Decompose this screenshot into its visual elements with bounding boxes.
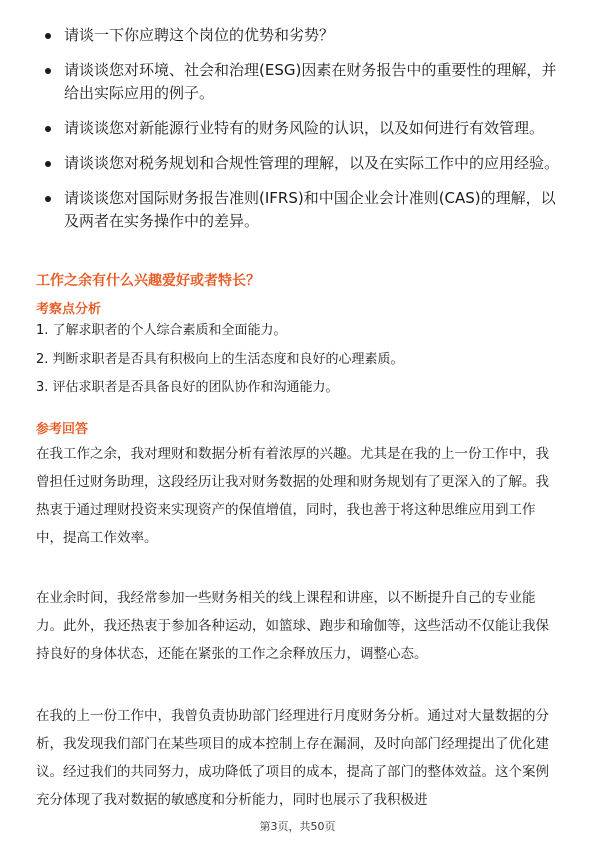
question-bullet-list xyxy=(40,24,560,245)
bullet-item xyxy=(40,59,560,105)
answer-heading: 参考回答 xyxy=(36,422,89,437)
bullet-text: 请谈谈您对税务规划和合规性管理的理解，以及在实际工作中的应用经验。 xyxy=(64,154,560,172)
bullet-item xyxy=(40,187,560,233)
analysis-item: 2. 判断求职者是否具有积极向上的生活态度和良好的心理素质。 xyxy=(36,351,404,367)
analysis-heading: 考察点分析 xyxy=(36,302,102,317)
question-heading: 工作之余有什么兴趣爱好或者特长？ xyxy=(36,273,260,289)
page-number: 第3页，共50页 xyxy=(259,820,336,833)
analysis-list xyxy=(36,322,556,408)
analysis-item: 3. 评估求职者是否具备良好的团队协作和沟通能力。 xyxy=(36,380,339,395)
analysis-item: 1. 了解求职者的个人综合素质和全面能力。 xyxy=(36,323,287,338)
bullet-dot-icon xyxy=(45,33,51,39)
bullet-dot-icon xyxy=(45,126,51,132)
bullet-dot-icon xyxy=(45,68,51,74)
answer-paragraph: 在业余时间，我经常参加一些财务相关的线上课程和讲座，以不断提升自己的专业能力。此外，我还热衷于参加各种运动，如篮球、跑步和瑜伽等，这些活动不仅能让我保持良好的身体状态，还能在紧张的工作之余释放压力，调整心态。 xyxy=(36,590,549,662)
bullet-dot-icon xyxy=(45,196,51,202)
bullet-text: 请谈谈您对国际财务报告准则(IFRS)和中国企业会计准则(CAS)的理解，以及两者在实务操作中的差异。 xyxy=(64,189,556,230)
bullet-text: 请谈谈您对环境、社会和治理(ESG)因素在财务报告中的重要性的理解，并给出实际应用的例子。 xyxy=(64,61,557,102)
bullet-text: 请谈一下你应聘这个岗位的优势和劣势？ xyxy=(64,26,335,44)
bullet-item xyxy=(40,152,560,175)
bullet-dot-icon xyxy=(45,161,51,167)
bullet-text: 请谈谈您对新能源行业特有的财务风险的认识，以及如何进行有效管理。 xyxy=(64,119,545,137)
answer-paragraph: 在我的上一份工作中，我曾负责协助部门经理进行月度财务分析。通过对大量数据的分析，我发现我们部门在某些项目的成本控制上存在漏洞，及时向部门经理提出了优化建议。经过我们的共同努力，成功降低了项目的成本，提高了部门的整体效益。这个案例充分体现了我对数据的敏感度和分析能力，同时也展示了我积极进 xyxy=(36,708,549,808)
bullet-item xyxy=(40,117,560,140)
bullet-item xyxy=(40,24,560,47)
answer-paragraph: 在我工作之余，我对理财和数据分析有着浓厚的兴趣。尤其是在我的上一份工作中，我曾担任过财务助理，这段经历让我对财务数据的处理和财务规划有了更深入的了解。我热衷于通过理财投资来实现资产的保值增值，同时，我也善于将这种思维应用到工作中，提高工作效率。 xyxy=(36,446,549,546)
